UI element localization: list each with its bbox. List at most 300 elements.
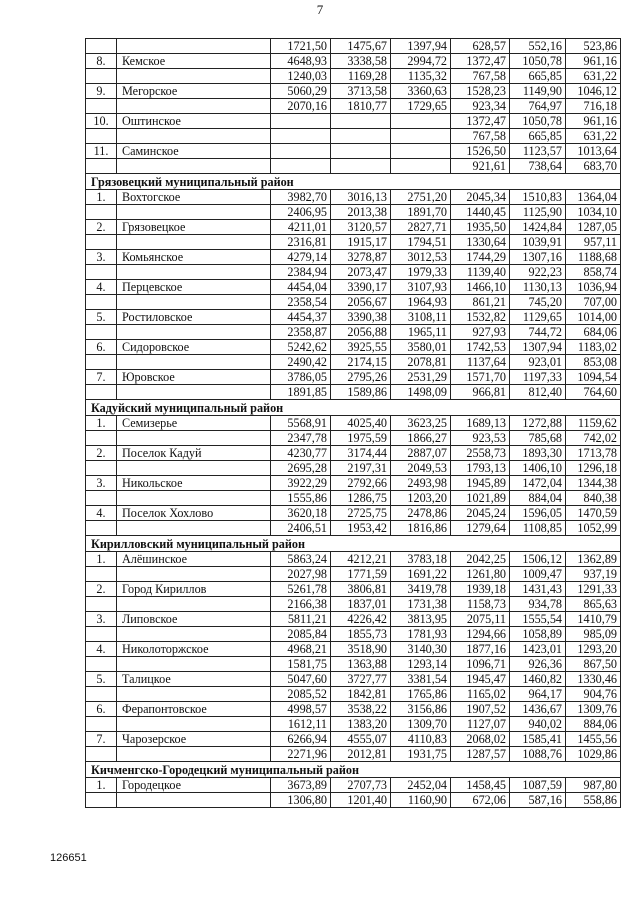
value-cell: 1765,86: [391, 687, 451, 702]
value-cell: 1689,13: [451, 416, 510, 431]
value-cell: 1423,01: [510, 642, 566, 657]
row-index: 4.: [86, 642, 117, 657]
value-cell: 1744,29: [451, 250, 510, 265]
settlement-name: [117, 205, 271, 220]
table-row: [86, 597, 621, 612]
value-cell: 552,16: [510, 39, 566, 54]
row-index: [86, 69, 117, 84]
row-index: [86, 521, 117, 536]
table-row: [86, 280, 621, 295]
value-cell: 5047,60: [271, 672, 331, 687]
value-cell: 1309,70: [391, 717, 451, 732]
value-cell: 964,17: [510, 687, 566, 702]
table-row: [86, 114, 621, 129]
table-row: [86, 582, 621, 597]
value-cell: 1424,84: [510, 220, 566, 235]
settlement-name: [117, 265, 271, 280]
value-cell: 1034,10: [566, 205, 621, 220]
value-cell: 767,58: [451, 69, 510, 84]
value-cell: 2045,34: [451, 190, 510, 205]
value-cell: 1050,78: [510, 114, 566, 129]
value-cell: 1330,46: [566, 672, 621, 687]
row-index: [86, 793, 117, 808]
value-cell: 1891,70: [391, 205, 451, 220]
value-cell: 672,06: [451, 793, 510, 808]
value-cell: 865,63: [566, 597, 621, 612]
value-cell: 3012,53: [391, 250, 451, 265]
value-cell: 2174,15: [331, 355, 391, 370]
value-cell: 2085,52: [271, 687, 331, 702]
value-cell: 1532,82: [451, 310, 510, 325]
value-cell: 961,16: [566, 114, 621, 129]
value-cell: 2725,75: [331, 506, 391, 521]
value-cell: 4211,01: [271, 220, 331, 235]
settlement-name: Николоторжское: [117, 642, 271, 657]
value-cell: 1526,50: [451, 144, 510, 159]
value-cell: 3419,78: [391, 582, 451, 597]
value-cell: 3108,11: [391, 310, 451, 325]
settlement-name: Поселок Хохлово: [117, 506, 271, 521]
value-cell: 587,16: [510, 793, 566, 808]
value-cell: 1094,54: [566, 370, 621, 385]
value-cell: 1397,94: [391, 39, 451, 54]
value-cell: 1135,32: [391, 69, 451, 84]
settlement-name: [117, 129, 271, 144]
settlement-name: Липовское: [117, 612, 271, 627]
value-cell: 2013,38: [331, 205, 391, 220]
settlement-name: Юровское: [117, 370, 271, 385]
settlement-name: [117, 597, 271, 612]
settlement-name: [117, 385, 271, 400]
settlement-name: [117, 159, 271, 174]
row-index: 5.: [86, 672, 117, 687]
table-row: [86, 521, 621, 536]
row-index: [86, 355, 117, 370]
value-cell: 2056,67: [331, 295, 391, 310]
value-cell: 3580,01: [391, 340, 451, 355]
row-index: [86, 325, 117, 340]
value-cell: 4110,83: [391, 732, 451, 747]
table-row: [86, 310, 621, 325]
value-cell: 1344,38: [566, 476, 621, 491]
value-cell: 3360,63: [391, 84, 451, 99]
table-row: [86, 476, 621, 491]
value-cell: 1891,85: [271, 385, 331, 400]
table-row: [86, 672, 621, 687]
value-cell: 1458,45: [451, 778, 510, 793]
value-cell: 1585,41: [510, 732, 566, 747]
value-cell: 2490,42: [271, 355, 331, 370]
value-cell: 3786,05: [271, 370, 331, 385]
value-cell: 1279,64: [451, 521, 510, 536]
row-index: 10.: [86, 114, 117, 129]
value-cell: 940,02: [510, 717, 566, 732]
value-cell: 1287,05: [566, 220, 621, 235]
value-cell: 926,36: [510, 657, 566, 672]
table-row: [86, 235, 621, 250]
value-cell: 2531,29: [391, 370, 451, 385]
value-cell: 1475,67: [331, 39, 391, 54]
value-cell: 1165,02: [451, 687, 510, 702]
value-cell: 684,06: [566, 325, 621, 340]
value-cell: 1939,18: [451, 582, 510, 597]
value-cell: 3806,81: [331, 582, 391, 597]
value-cell: 767,58: [451, 129, 510, 144]
value-cell: 937,19: [566, 567, 621, 582]
value-cell: 1372,47: [451, 54, 510, 69]
row-index: 11.: [86, 144, 117, 159]
value-cell: 4230,77: [271, 446, 331, 461]
value-cell: [391, 144, 451, 159]
value-cell: 5060,29: [271, 84, 331, 99]
value-cell: 2792,66: [331, 476, 391, 491]
value-cell: 1306,80: [271, 793, 331, 808]
value-cell: 4025,40: [331, 416, 391, 431]
settlement-name: [117, 461, 271, 476]
value-cell: 523,86: [566, 39, 621, 54]
settlement-name: Семизерье: [117, 416, 271, 431]
value-cell: 558,86: [566, 793, 621, 808]
row-index: 3.: [86, 250, 117, 265]
row-index: 6.: [86, 702, 117, 717]
section-header-row: [86, 174, 621, 190]
value-cell: 3783,18: [391, 552, 451, 567]
settlement-name: Перцевское: [117, 280, 271, 295]
table-row: [86, 506, 621, 521]
table-row: [86, 687, 621, 702]
value-cell: 1771,59: [331, 567, 391, 582]
settlement-name: Никольское: [117, 476, 271, 491]
section-header-row: [86, 762, 621, 778]
table-row: [86, 250, 621, 265]
row-index: 1.: [86, 552, 117, 567]
value-cell: [271, 144, 331, 159]
settlement-name: Грязовецкое: [117, 220, 271, 235]
settlement-name: Оштинское: [117, 114, 271, 129]
settlement-name: Городецкое: [117, 778, 271, 793]
value-cell: 1240,03: [271, 69, 331, 84]
table-row: [86, 385, 621, 400]
value-cell: 1742,53: [451, 340, 510, 355]
value-cell: [331, 159, 391, 174]
value-cell: 3390,17: [331, 280, 391, 295]
row-index: 6.: [86, 340, 117, 355]
value-cell: 3727,77: [331, 672, 391, 687]
value-cell: 1460,82: [510, 672, 566, 687]
table-row: [86, 627, 621, 642]
value-cell: 1596,05: [510, 506, 566, 521]
value-cell: 934,78: [510, 597, 566, 612]
value-cell: 921,61: [451, 159, 510, 174]
value-cell: 1125,90: [510, 205, 566, 220]
value-cell: 1169,28: [331, 69, 391, 84]
row-index: [86, 687, 117, 702]
value-cell: 1691,22: [391, 567, 451, 582]
value-cell: 1945,47: [451, 672, 510, 687]
page-number: 7: [316, 2, 324, 17]
value-cell: 1510,83: [510, 190, 566, 205]
value-cell: 1158,73: [451, 597, 510, 612]
value-cell: 1731,38: [391, 597, 451, 612]
value-cell: [331, 114, 391, 129]
row-index: [86, 461, 117, 476]
section-title: Кичменгско-Городецкий муниципальный район: [86, 762, 621, 778]
value-cell: 1201,40: [331, 793, 391, 808]
value-cell: 2197,31: [331, 461, 391, 476]
value-cell: 2707,73: [331, 778, 391, 793]
value-cell: 4555,07: [331, 732, 391, 747]
value-cell: 853,08: [566, 355, 621, 370]
value-cell: 5811,21: [271, 612, 331, 627]
value-cell: 628,57: [451, 39, 510, 54]
value-cell: 1506,12: [510, 552, 566, 567]
section-title: Кирилловский муниципальный район: [86, 536, 621, 552]
settlement-name: [117, 99, 271, 114]
row-index: [86, 205, 117, 220]
value-cell: 4454,04: [271, 280, 331, 295]
value-cell: [331, 129, 391, 144]
value-cell: 1159,62: [566, 416, 621, 431]
table-row: [86, 69, 621, 84]
table-body: [86, 39, 621, 808]
value-cell: 3713,58: [331, 84, 391, 99]
value-cell: 987,80: [566, 778, 621, 793]
value-cell: 1440,45: [451, 205, 510, 220]
value-cell: 744,72: [510, 325, 566, 340]
value-cell: 738,64: [510, 159, 566, 174]
settlement-name: Талицкое: [117, 672, 271, 687]
value-cell: 1498,09: [391, 385, 451, 400]
value-cell: 683,70: [566, 159, 621, 174]
row-index: 1.: [86, 416, 117, 431]
value-cell: 922,23: [510, 265, 566, 280]
value-cell: 1036,94: [566, 280, 621, 295]
value-cell: 1810,77: [331, 99, 391, 114]
tariff-table: [85, 38, 621, 808]
value-cell: 1915,17: [331, 235, 391, 250]
settlement-name: [117, 325, 271, 340]
value-cell: 1261,80: [451, 567, 510, 582]
settlement-name: [117, 687, 271, 702]
value-cell: 1816,86: [391, 521, 451, 536]
value-cell: 1721,50: [271, 39, 331, 54]
value-cell: 957,11: [566, 235, 621, 250]
value-cell: 1291,33: [566, 582, 621, 597]
value-cell: 3338,58: [331, 54, 391, 69]
value-cell: 2558,73: [451, 446, 510, 461]
table-row: [86, 431, 621, 446]
value-cell: 1293,14: [391, 657, 451, 672]
value-cell: 1406,10: [510, 461, 566, 476]
value-cell: 1455,56: [566, 732, 621, 747]
settlement-name: Саминское: [117, 144, 271, 159]
value-cell: 923,01: [510, 355, 566, 370]
row-index: 9.: [86, 84, 117, 99]
value-cell: 1039,91: [510, 235, 566, 250]
settlement-name: [117, 235, 271, 250]
value-cell: 1470,59: [566, 506, 621, 521]
value-cell: 3390,38: [331, 310, 391, 325]
value-cell: 1855,73: [331, 627, 391, 642]
value-cell: 3982,70: [271, 190, 331, 205]
value-cell: 2695,28: [271, 461, 331, 476]
value-cell: 1009,47: [510, 567, 566, 582]
value-cell: 2347,78: [271, 431, 331, 446]
settlement-name: Сидоровское: [117, 340, 271, 355]
value-cell: 840,38: [566, 491, 621, 506]
value-cell: 1160,90: [391, 793, 451, 808]
value-cell: 1907,52: [451, 702, 510, 717]
value-cell: 1363,88: [331, 657, 391, 672]
value-cell: [271, 114, 331, 129]
value-cell: 1188,68: [566, 250, 621, 265]
row-index: 2.: [86, 220, 117, 235]
value-cell: 631,22: [566, 129, 621, 144]
row-index: [86, 627, 117, 642]
table-row: [86, 190, 621, 205]
value-cell: 2887,07: [391, 446, 451, 461]
value-cell: 1203,20: [391, 491, 451, 506]
table-row: [86, 491, 621, 506]
settlement-name: [117, 793, 271, 808]
value-cell: 1330,64: [451, 235, 510, 250]
value-cell: 1372,47: [451, 114, 510, 129]
value-cell: 884,04: [510, 491, 566, 506]
value-cell: 2012,81: [331, 747, 391, 762]
value-cell: 1183,02: [566, 340, 621, 355]
value-cell: 861,21: [451, 295, 510, 310]
row-index: [86, 99, 117, 114]
value-cell: 631,22: [566, 69, 621, 84]
value-cell: 1296,18: [566, 461, 621, 476]
row-index: [86, 385, 117, 400]
value-cell: 2316,81: [271, 235, 331, 250]
section-title: Кадуйский муниципальный район: [86, 400, 621, 416]
value-cell: 884,06: [566, 717, 621, 732]
row-index: [86, 129, 117, 144]
settlement-name: Вохтогское: [117, 190, 271, 205]
value-cell: 1149,90: [510, 84, 566, 99]
value-cell: 1410,79: [566, 612, 621, 627]
value-cell: 2027,98: [271, 567, 331, 582]
value-cell: 1793,13: [451, 461, 510, 476]
value-cell: 904,76: [566, 687, 621, 702]
value-cell: 3673,89: [271, 778, 331, 793]
value-cell: [331, 144, 391, 159]
settlement-name: Кемское: [117, 54, 271, 69]
value-cell: 1931,75: [391, 747, 451, 762]
value-cell: 858,74: [566, 265, 621, 280]
settlement-name: [117, 491, 271, 506]
value-cell: 2406,51: [271, 521, 331, 536]
value-cell: 1877,16: [451, 642, 510, 657]
value-cell: 2827,71: [391, 220, 451, 235]
value-cell: 2358,54: [271, 295, 331, 310]
value-cell: 1571,70: [451, 370, 510, 385]
value-cell: 1612,11: [271, 717, 331, 732]
row-index: 7.: [86, 732, 117, 747]
value-cell: 1729,65: [391, 99, 451, 114]
row-index: 3.: [86, 612, 117, 627]
table-row: [86, 552, 621, 567]
value-cell: 1139,40: [451, 265, 510, 280]
value-cell: 1472,04: [510, 476, 566, 491]
value-cell: 764,97: [510, 99, 566, 114]
table-row: [86, 416, 621, 431]
value-cell: 716,18: [566, 99, 621, 114]
table-row: [86, 793, 621, 808]
value-cell: 3107,93: [391, 280, 451, 295]
value-cell: 1293,20: [566, 642, 621, 657]
value-cell: 1123,57: [510, 144, 566, 159]
row-index: 2.: [86, 446, 117, 461]
value-cell: 4226,42: [331, 612, 391, 627]
value-cell: 1013,64: [566, 144, 621, 159]
settlement-name: [117, 355, 271, 370]
value-cell: 1794,51: [391, 235, 451, 250]
value-cell: 745,20: [510, 295, 566, 310]
settlement-name: [117, 295, 271, 310]
row-index: [86, 597, 117, 612]
row-index: 2.: [86, 582, 117, 597]
value-cell: 2056,88: [331, 325, 391, 340]
value-cell: 2994,72: [391, 54, 451, 69]
row-index: [86, 159, 117, 174]
value-cell: 1127,07: [451, 717, 510, 732]
value-cell: 1713,78: [566, 446, 621, 461]
value-cell: [391, 159, 451, 174]
value-cell: 1052,99: [566, 521, 621, 536]
value-cell: 1272,88: [510, 416, 566, 431]
section-header-row: [86, 536, 621, 552]
row-index: [86, 657, 117, 672]
value-cell: 1383,20: [331, 717, 391, 732]
row-index: [86, 717, 117, 732]
document-code: 126651: [50, 852, 87, 864]
table-row: [86, 54, 621, 69]
value-cell: 2049,53: [391, 461, 451, 476]
table-row: [86, 747, 621, 762]
value-cell: 923,53: [451, 431, 510, 446]
value-cell: 1589,86: [331, 385, 391, 400]
value-cell: 3016,13: [331, 190, 391, 205]
value-cell: 2358,87: [271, 325, 331, 340]
settlement-name: [117, 521, 271, 536]
table-row: [86, 144, 621, 159]
row-index: 4.: [86, 280, 117, 295]
value-cell: 2478,86: [391, 506, 451, 521]
value-cell: 2042,25: [451, 552, 510, 567]
value-cell: 1287,57: [451, 747, 510, 762]
value-cell: 923,34: [451, 99, 510, 114]
row-index: 1.: [86, 778, 117, 793]
value-cell: 707,00: [566, 295, 621, 310]
settlement-name: [117, 657, 271, 672]
value-cell: 785,68: [510, 431, 566, 446]
value-cell: 2751,20: [391, 190, 451, 205]
value-cell: 2406,95: [271, 205, 331, 220]
table-row: [86, 717, 621, 732]
value-cell: 1935,50: [451, 220, 510, 235]
table-row: [86, 612, 621, 627]
value-cell: 1137,64: [451, 355, 510, 370]
row-index: 7.: [86, 370, 117, 385]
value-cell: 2493,98: [391, 476, 451, 491]
value-cell: 764,60: [566, 385, 621, 400]
settlement-name: [117, 717, 271, 732]
value-cell: 5568,91: [271, 416, 331, 431]
value-cell: 985,09: [566, 627, 621, 642]
